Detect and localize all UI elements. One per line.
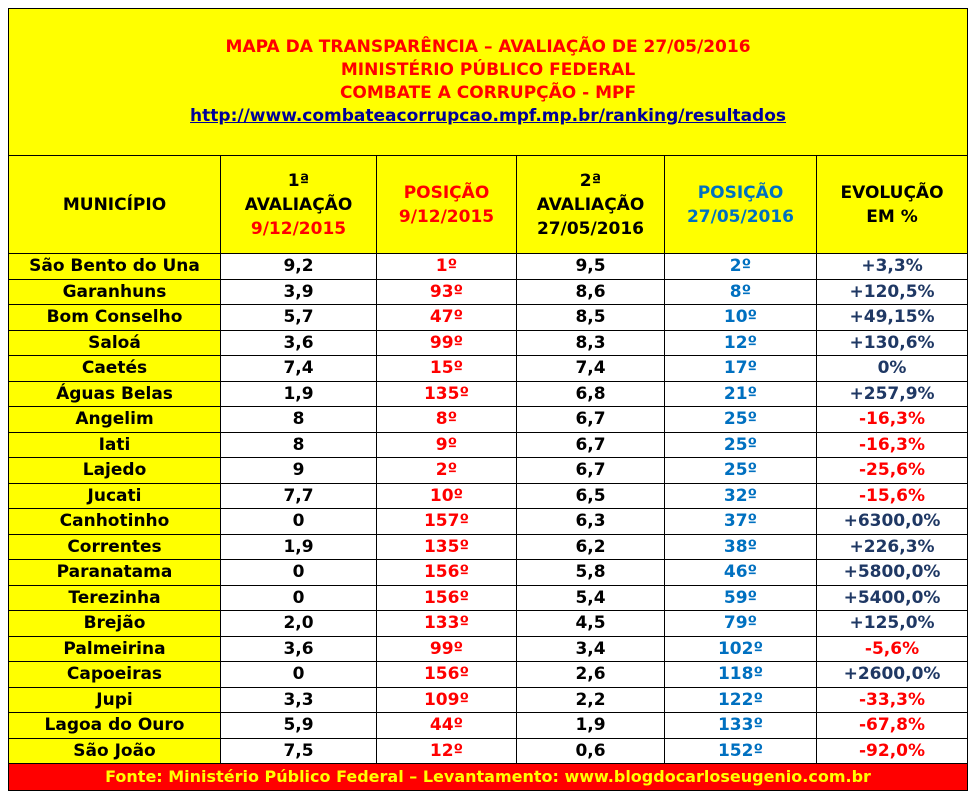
cell-pos2: 46º (665, 560, 817, 586)
cell-pos1: 12º (377, 738, 517, 764)
cell-pos1: 157º (377, 509, 517, 535)
table-row (9, 738, 968, 764)
cell-municipio: Terezinha (9, 585, 221, 611)
header-aval1-date: 9/12/2015 (250, 218, 347, 239)
header-aval2-date: 27/05/2016 (536, 218, 645, 239)
cell-pos2: 17º (665, 356, 817, 382)
table-row (9, 713, 968, 739)
cell-aval2: 7,4 (517, 356, 665, 382)
cell-evolucao: +125,0% (817, 611, 968, 637)
cell-evolucao: +6300,0% (817, 509, 968, 535)
cell-pos2: 133º (665, 713, 817, 739)
cell-municipio: Iati (9, 432, 221, 458)
table-row (9, 585, 968, 611)
cell-pos1: 133º (377, 611, 517, 637)
cell-aval2: 3,4 (517, 636, 665, 662)
cell-municipio: Jupi (9, 687, 221, 713)
cell-pos1: 156º (377, 585, 517, 611)
cell-aval1: 3,9 (221, 279, 377, 305)
cell-municipio: São Bento do Una (9, 254, 221, 280)
cell-evolucao: +49,15% (817, 305, 968, 331)
cell-pos1: 1º (377, 254, 517, 280)
cell-aval1: 1,9 (221, 534, 377, 560)
cell-evolucao: 0% (817, 356, 968, 382)
title-line-2: MINISTÉRIO PÚBLICO FEDERAL (340, 60, 636, 80)
cell-aval2: 6,7 (517, 432, 665, 458)
cell-pos1: 47º (377, 305, 517, 331)
cell-municipio: Angelim (9, 407, 221, 433)
cell-aval1: 7,5 (221, 738, 377, 764)
cell-pos1: 44º (377, 713, 517, 739)
cell-evolucao: -5,6% (817, 636, 968, 662)
cell-aval1: 3,6 (221, 636, 377, 662)
cell-municipio: Saloá (9, 330, 221, 356)
cell-aval1: 9,2 (221, 254, 377, 280)
cell-municipio: Lagoa do Ouro (9, 713, 221, 739)
cell-municipio: Capoeiras (9, 662, 221, 688)
cell-aval1: 5,7 (221, 305, 377, 331)
cell-pos2: 8º (665, 279, 817, 305)
cell-evolucao: +5400,0% (817, 585, 968, 611)
cell-pos1: 135º (377, 534, 517, 560)
cell-municipio: Correntes (9, 534, 221, 560)
cell-aval1: 3,3 (221, 687, 377, 713)
header-aval2-label: AVALIAÇÃO (536, 194, 645, 215)
cell-aval2: 2,6 (517, 662, 665, 688)
cell-aval2: 2,2 (517, 687, 665, 713)
cell-evolucao: +3,3% (817, 254, 968, 280)
table-row (9, 560, 968, 586)
source-footer: Fonte: Ministério Público Federal – Levantamento: www.blogdocarloseugenio.com.br (9, 764, 968, 791)
cell-aval2: 6,5 (517, 483, 665, 509)
cell-evolucao: -67,8% (817, 713, 968, 739)
cell-aval1: 0 (221, 560, 377, 586)
table-row (9, 534, 968, 560)
header-aval2 (517, 156, 665, 254)
cell-aval2: 4,5 (517, 611, 665, 637)
cell-pos2: 10º (665, 305, 817, 331)
cell-aval1: 3,6 (221, 330, 377, 356)
table-row (9, 305, 968, 331)
cell-aval2: 8,5 (517, 305, 665, 331)
table-row (9, 611, 968, 637)
table-row (9, 381, 968, 407)
cell-aval2: 6,2 (517, 534, 665, 560)
header-pos1 (377, 156, 517, 254)
table-row (9, 687, 968, 713)
cell-evolucao: +257,9% (817, 381, 968, 407)
cell-aval1: 2,0 (221, 611, 377, 637)
cell-pos2: 102º (665, 636, 817, 662)
cell-evolucao: +226,3% (817, 534, 968, 560)
cell-pos1: 2º (377, 458, 517, 484)
header-aval1-ordinal: 1ª (287, 170, 310, 191)
cell-aval1: 0 (221, 662, 377, 688)
cell-evolucao: +130,6% (817, 330, 968, 356)
cell-aval1: 0 (221, 509, 377, 535)
cell-municipio: Águas Belas (9, 381, 221, 407)
cell-evolucao: +2600,0% (817, 662, 968, 688)
cell-aval1: 7,4 (221, 356, 377, 382)
cell-evolucao: -25,6% (817, 458, 968, 484)
transparency-table (8, 8, 968, 791)
cell-municipio: Palmeirina (9, 636, 221, 662)
title-line-1: MAPA DA TRANSPARÊNCIA – AVALIAÇÃO DE 27/05/2016 (225, 37, 751, 57)
cell-pos1: 9º (377, 432, 517, 458)
cell-aval2: 1,9 (517, 713, 665, 739)
header-aval2-ordinal: 2ª (579, 170, 602, 191)
table-row (9, 254, 968, 280)
header-row (9, 156, 968, 254)
cell-pos1: 99º (377, 330, 517, 356)
cell-municipio: Paranatama (9, 560, 221, 586)
table-row (9, 458, 968, 484)
cell-pos2: 12º (665, 330, 817, 356)
cell-pos2: 25º (665, 432, 817, 458)
cell-municipio: Lajedo (9, 458, 221, 484)
cell-aval2: 6,3 (517, 509, 665, 535)
cell-evolucao: -16,3% (817, 432, 968, 458)
cell-aval2: 6,7 (517, 407, 665, 433)
header-evolucao-label: EVOLUÇÃO (840, 182, 944, 203)
cell-pos2: 25º (665, 458, 817, 484)
cell-evolucao: -16,3% (817, 407, 968, 433)
cell-pos1: 15º (377, 356, 517, 382)
cell-evolucao: +120,5% (817, 279, 968, 305)
header-pos1-label: POSIÇÃO (403, 182, 490, 203)
cell-aval2: 8,3 (517, 330, 665, 356)
cell-aval1: 9 (221, 458, 377, 484)
cell-evolucao: +5800,0% (817, 560, 968, 586)
table-row (9, 662, 968, 688)
header-aval1 (221, 156, 377, 254)
cell-municipio: Canhotinho (9, 509, 221, 535)
cell-pos2: 38º (665, 534, 817, 560)
table-row (9, 407, 968, 433)
header-pos2-label: POSIÇÃO (697, 182, 784, 203)
cell-aval1: 5,9 (221, 713, 377, 739)
cell-aval2: 8,6 (517, 279, 665, 305)
cell-aval1: 1,9 (221, 381, 377, 407)
cell-aval2: 6,7 (517, 458, 665, 484)
cell-pos1: 10º (377, 483, 517, 509)
header-pos1-date: 9/12/2015 (398, 206, 495, 227)
cell-pos2: 21º (665, 381, 817, 407)
header-pos2-date: 27/05/2016 (686, 206, 795, 227)
cell-pos2: 118º (665, 662, 817, 688)
cell-pos1: 156º (377, 560, 517, 586)
table-row (9, 636, 968, 662)
header-aval1-label: AVALIAÇÃO (244, 194, 353, 215)
cell-pos1: 8º (377, 407, 517, 433)
cell-pos2: 32º (665, 483, 817, 509)
table-row (9, 279, 968, 305)
title-block (9, 9, 968, 156)
cell-evolucao: -33,3% (817, 687, 968, 713)
cell-municipio: Garanhuns (9, 279, 221, 305)
table-row (9, 356, 968, 382)
header-evolucao-unit: EM % (866, 206, 918, 227)
cell-aval2: 5,4 (517, 585, 665, 611)
table-row (9, 509, 968, 535)
cell-municipio: Brejão (9, 611, 221, 637)
cell-aval1: 7,7 (221, 483, 377, 509)
table-row (9, 330, 968, 356)
footer-row (9, 764, 968, 791)
cell-evolucao: -92,0% (817, 738, 968, 764)
cell-aval2: 9,5 (517, 254, 665, 280)
cell-pos2: 79º (665, 611, 817, 637)
cell-pos1: 109º (377, 687, 517, 713)
cell-municipio: Bom Conselho (9, 305, 221, 331)
cell-aval1: 8 (221, 407, 377, 433)
header-evolucao (817, 156, 968, 254)
cell-aval1: 0 (221, 585, 377, 611)
cell-pos1: 135º (377, 381, 517, 407)
cell-municipio: Caetés (9, 356, 221, 382)
table-row (9, 483, 968, 509)
source-url-link[interactable]: http://www.combateacorrupcao.mpf.mp.br/ranking/resultados (190, 106, 787, 126)
title-line-3: COMBATE A CORRUPÇÃO - MPF (339, 83, 637, 103)
header-pos2 (665, 156, 817, 254)
table-row (9, 432, 968, 458)
cell-municipio: São João (9, 738, 221, 764)
cell-pos2: 25º (665, 407, 817, 433)
cell-aval2: 0,6 (517, 738, 665, 764)
header-municipio: MUNICÍPIO (9, 156, 221, 254)
cell-municipio: Jucati (9, 483, 221, 509)
cell-pos2: 152º (665, 738, 817, 764)
cell-aval1: 8 (221, 432, 377, 458)
cell-aval2: 5,8 (517, 560, 665, 586)
cell-pos1: 93º (377, 279, 517, 305)
cell-pos2: 59º (665, 585, 817, 611)
cell-pos1: 156º (377, 662, 517, 688)
cell-aval2: 6,8 (517, 381, 665, 407)
cell-pos2: 37º (665, 509, 817, 535)
cell-pos1: 99º (377, 636, 517, 662)
cell-pos2: 122º (665, 687, 817, 713)
cell-evolucao: -15,6% (817, 483, 968, 509)
cell-pos2: 2º (665, 254, 817, 280)
